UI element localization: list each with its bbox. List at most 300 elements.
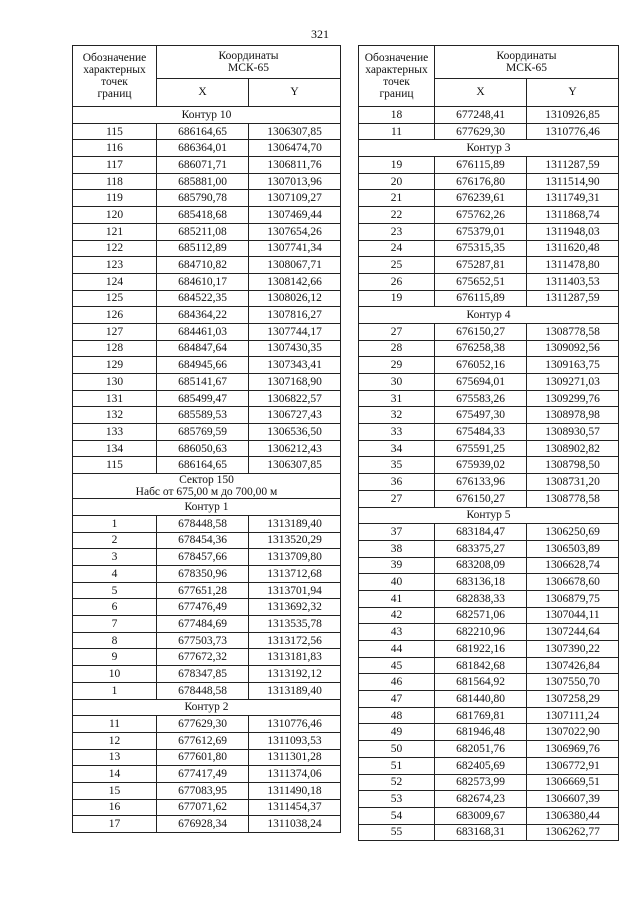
table-row <box>73 682 341 699</box>
y-coordinate-cell: 1307111,24 <box>527 707 619 724</box>
point-number-cell: 55 <box>359 824 435 841</box>
y-coordinate-cell: 1307550,70 <box>527 674 619 691</box>
point-number-cell: 30 <box>359 374 435 391</box>
x-coordinate-cell: 684945,66 <box>157 357 249 374</box>
point-number-cell: 123 <box>73 257 157 274</box>
table-row <box>359 590 619 607</box>
section-title: Контур 10 <box>73 107 341 124</box>
point-number-cell: 9 <box>73 649 157 666</box>
y-coordinate-cell: 1311514,90 <box>527 173 619 190</box>
table-row <box>73 357 341 374</box>
point-number-cell: 134 <box>73 440 157 457</box>
table-row <box>359 791 619 808</box>
y-coordinate-cell: 1307744,17 <box>249 323 341 340</box>
y-coordinate-cell: 1310926,85 <box>527 107 619 124</box>
x-coordinate-cell: 676052,16 <box>435 357 527 374</box>
point-number-cell: 25 <box>359 257 435 274</box>
y-coordinate-cell: 1307430,35 <box>249 340 341 357</box>
table-row <box>73 273 341 290</box>
point-number-cell: 14 <box>73 766 157 783</box>
y-coordinate-cell: 1313189,40 <box>249 682 341 699</box>
table-row <box>359 440 619 457</box>
x-coordinate-cell: 683184,47 <box>435 524 527 541</box>
table-row <box>359 607 619 624</box>
y-coordinate-cell: 1307013,96 <box>249 173 341 190</box>
y-coordinate-cell: 1306678,60 <box>527 574 619 591</box>
x-coordinate-cell: 675583,26 <box>435 390 527 407</box>
x-coordinate-cell: 675694,01 <box>435 374 527 391</box>
x-coordinate-cell: 677083,95 <box>157 782 249 799</box>
table-row <box>359 824 619 841</box>
point-number-cell: 45 <box>359 657 435 674</box>
y-coordinate-cell: 1313520,29 <box>249 532 341 549</box>
table-row <box>73 140 341 157</box>
table-row <box>73 223 341 240</box>
table-row <box>73 424 341 441</box>
table-row <box>73 323 341 340</box>
y-coordinate-cell: 1311478,80 <box>527 257 619 274</box>
table-row <box>73 716 341 733</box>
section-header-row <box>359 140 619 157</box>
page-number: 321 <box>311 27 329 41</box>
point-number-cell: 117 <box>73 157 157 174</box>
x-coordinate-cell: 677629,30 <box>157 716 249 733</box>
y-coordinate-cell: 1308930,57 <box>527 424 619 441</box>
table-row <box>359 540 619 557</box>
y-coordinate-cell: 1313701,94 <box>249 582 341 599</box>
x-coordinate-cell: 683136,18 <box>435 574 527 591</box>
point-number-cell: 132 <box>73 407 157 424</box>
point-number-cell: 42 <box>359 607 435 624</box>
table-row <box>359 490 619 507</box>
y-coordinate-cell: 1306772,91 <box>527 757 619 774</box>
table-row <box>73 123 341 140</box>
point-number-cell: 32 <box>359 407 435 424</box>
point-number-cell: 22 <box>359 207 435 224</box>
y-coordinate-cell: 1311454,37 <box>249 799 341 816</box>
y-coordinate-cell: 1311287,59 <box>527 157 619 174</box>
x-coordinate-cell: 676928,34 <box>157 816 249 833</box>
y-coordinate-cell: 1308778,58 <box>527 490 619 507</box>
point-number-cell: 52 <box>359 774 435 791</box>
point-number-cell: 1 <box>73 515 157 532</box>
x-coordinate-cell: 678350,96 <box>157 566 249 583</box>
y-coordinate-cell: 1309092,56 <box>527 340 619 357</box>
table-row <box>73 407 341 424</box>
x-coordinate-cell: 686050,63 <box>157 440 249 457</box>
x-coordinate-cell: 686364,01 <box>157 140 249 157</box>
point-number-cell: 19 <box>359 157 435 174</box>
x-coordinate-cell: 681922,16 <box>435 641 527 658</box>
y-coordinate-cell: 1307343,41 <box>249 357 341 374</box>
y-coordinate-cell: 1306536,50 <box>249 424 341 441</box>
table-row <box>73 290 341 307</box>
x-coordinate-cell: 678448,58 <box>157 515 249 532</box>
y-coordinate-cell: 1306811,76 <box>249 157 341 174</box>
x-coordinate-cell: 686164,65 <box>157 457 249 474</box>
x-coordinate-cell: 684610,17 <box>157 273 249 290</box>
table-row <box>359 123 619 140</box>
table-row <box>73 732 341 749</box>
point-number-cell: 54 <box>359 807 435 824</box>
table-row <box>73 515 341 532</box>
table-row <box>73 766 341 783</box>
table-row <box>359 157 619 174</box>
table-row <box>359 741 619 758</box>
y-coordinate-cell: 1306307,85 <box>249 123 341 140</box>
table-row <box>359 557 619 574</box>
point-number-cell: 15 <box>73 782 157 799</box>
table-row <box>73 257 341 274</box>
point-number-cell: 20 <box>359 173 435 190</box>
y-coordinate-cell: 1313535,78 <box>249 616 341 633</box>
point-number-cell: 40 <box>359 574 435 591</box>
point-number-cell: 115 <box>73 457 157 474</box>
y-coordinate-cell: 1306503,89 <box>527 540 619 557</box>
table-row <box>359 674 619 691</box>
table-row <box>73 307 341 324</box>
table-row <box>73 457 341 474</box>
y-column-header: Y <box>249 79 341 107</box>
table-row <box>73 666 341 683</box>
point-number-cell: 125 <box>73 290 157 307</box>
table-row <box>73 440 341 457</box>
point-number-cell: 35 <box>359 457 435 474</box>
point-number-cell: 26 <box>359 273 435 290</box>
point-number-cell: 16 <box>73 799 157 816</box>
point-number-cell: 131 <box>73 390 157 407</box>
x-coordinate-cell: 677601,80 <box>157 749 249 766</box>
x-coordinate-cell: 675652,51 <box>435 273 527 290</box>
y-coordinate-cell: 1307654,26 <box>249 223 341 240</box>
y-coordinate-cell: 1307390,22 <box>527 641 619 658</box>
x-column-header: X <box>435 79 527 107</box>
point-number-cell: 128 <box>73 340 157 357</box>
point-number-cell: 27 <box>359 490 435 507</box>
x-coordinate-cell: 684364,22 <box>157 307 249 324</box>
point-number-cell: 43 <box>359 624 435 641</box>
y-coordinate-cell: 1307469,44 <box>249 207 341 224</box>
x-coordinate-cell: 682210,96 <box>435 624 527 641</box>
point-number-cell: 5 <box>73 582 157 599</box>
table-row <box>359 290 619 307</box>
table-row <box>359 407 619 424</box>
y-column-header: Y <box>527 79 619 107</box>
point-number-cell: 36 <box>359 474 435 491</box>
y-coordinate-cell: 1311301,28 <box>249 749 341 766</box>
point-number-cell: 31 <box>359 390 435 407</box>
point-number-cell: 48 <box>359 707 435 724</box>
y-coordinate-cell: 1308026,12 <box>249 290 341 307</box>
x-coordinate-cell: 686071,71 <box>157 157 249 174</box>
y-coordinate-cell: 1306307,85 <box>249 457 341 474</box>
coordinates-table-right <box>358 45 619 841</box>
point-number-cell: 41 <box>359 590 435 607</box>
y-coordinate-cell: 1307258,29 <box>527 691 619 708</box>
table-row <box>359 323 619 340</box>
point-number-cell: 27 <box>359 323 435 340</box>
table-row <box>359 357 619 374</box>
table-row <box>73 632 341 649</box>
y-coordinate-cell: 1309299,76 <box>527 390 619 407</box>
x-coordinate-cell: 682571,06 <box>435 607 527 624</box>
x-coordinate-cell: 676150,27 <box>435 323 527 340</box>
point-number-cell: 126 <box>73 307 157 324</box>
table-row <box>359 641 619 658</box>
y-coordinate-cell: 1313172,56 <box>249 632 341 649</box>
x-coordinate-cell: 677476,49 <box>157 599 249 616</box>
x-coordinate-cell: 675484,33 <box>435 424 527 441</box>
y-coordinate-cell: 1311287,59 <box>527 290 619 307</box>
x-coordinate-cell: 684522,35 <box>157 290 249 307</box>
table-row <box>359 424 619 441</box>
point-number-cell: 121 <box>73 223 157 240</box>
table-row <box>73 566 341 583</box>
x-coordinate-cell: 677651,28 <box>157 582 249 599</box>
y-coordinate-cell: 1308778,58 <box>527 323 619 340</box>
point-number-cell: 53 <box>359 791 435 808</box>
y-coordinate-cell: 1308902,82 <box>527 440 619 457</box>
y-coordinate-cell: 1306822,57 <box>249 390 341 407</box>
y-coordinate-cell: 1306474,70 <box>249 140 341 157</box>
y-coordinate-cell: 1306250,69 <box>527 524 619 541</box>
point-number-cell: 4 <box>73 566 157 583</box>
table-row <box>359 807 619 824</box>
x-coordinate-cell: 681842,68 <box>435 657 527 674</box>
x-coordinate-cell: 677612,69 <box>157 732 249 749</box>
x-coordinate-cell: 675497,30 <box>435 407 527 424</box>
x-coordinate-cell: 682573,99 <box>435 774 527 791</box>
x-coordinate-cell: 682405,69 <box>435 757 527 774</box>
table-row <box>73 782 341 799</box>
y-coordinate-cell: 1306669,51 <box>527 774 619 791</box>
table-row <box>359 707 619 724</box>
x-coordinate-cell: 681564,92 <box>435 674 527 691</box>
x-coordinate-cell: 682051,76 <box>435 741 527 758</box>
y-coordinate-cell: 1306628,74 <box>527 557 619 574</box>
y-coordinate-cell: 1307816,27 <box>249 307 341 324</box>
point-number-cell: 124 <box>73 273 157 290</box>
y-coordinate-cell: 1311403,53 <box>527 273 619 290</box>
table-row <box>73 616 341 633</box>
x-coordinate-cell: 685211,08 <box>157 223 249 240</box>
table-row <box>359 390 619 407</box>
coordinates-header: Координаты МСК-65 <box>435 46 619 79</box>
x-coordinate-cell: 675315,35 <box>435 240 527 257</box>
y-coordinate-cell: 1307741,34 <box>249 240 341 257</box>
point-number-cell: 19 <box>359 290 435 307</box>
x-coordinate-cell: 683168,31 <box>435 824 527 841</box>
x-coordinate-cell: 682838,33 <box>435 590 527 607</box>
y-coordinate-cell: 1313692,32 <box>249 599 341 616</box>
table-row <box>73 207 341 224</box>
x-coordinate-cell: 685141,67 <box>157 374 249 391</box>
coordinates-header: Координаты МСК-65 <box>157 46 341 79</box>
table-row <box>73 799 341 816</box>
point-number-cell: 120 <box>73 207 157 224</box>
point-number-cell: 18 <box>359 107 435 124</box>
table-row <box>359 257 619 274</box>
table-row <box>359 207 619 224</box>
point-number-cell: 8 <box>73 632 157 649</box>
x-coordinate-cell: 677503,73 <box>157 632 249 649</box>
point-number-cell: 37 <box>359 524 435 541</box>
section-title: Сектор 150 Набс от 675,00 м до 700,00 м <box>73 474 341 499</box>
x-coordinate-cell: 683375,27 <box>435 540 527 557</box>
x-coordinate-cell: 677629,30 <box>435 123 527 140</box>
coordinates-table-left <box>72 45 341 833</box>
section-header-row <box>73 499 341 516</box>
x-coordinate-cell: 676133,96 <box>435 474 527 491</box>
y-coordinate-cell: 1310776,46 <box>527 123 619 140</box>
y-coordinate-cell: 1313189,40 <box>249 515 341 532</box>
table-row <box>359 273 619 290</box>
x-coordinate-cell: 678448,58 <box>157 682 249 699</box>
point-number-cell: 29 <box>359 357 435 374</box>
table-row <box>359 474 619 491</box>
point-number-cell: 51 <box>359 757 435 774</box>
y-coordinate-cell: 1310776,46 <box>249 716 341 733</box>
x-coordinate-cell: 676258,38 <box>435 340 527 357</box>
point-number-cell: 46 <box>359 674 435 691</box>
y-coordinate-cell: 1311093,53 <box>249 732 341 749</box>
y-coordinate-cell: 1311038,24 <box>249 816 341 833</box>
point-number-cell: 17 <box>73 816 157 833</box>
point-number-cell: 33 <box>359 424 435 441</box>
point-number-cell: 38 <box>359 540 435 557</box>
section-header-row <box>73 699 341 716</box>
x-coordinate-cell: 676115,89 <box>435 290 527 307</box>
table-row <box>359 724 619 741</box>
y-coordinate-cell: 1313709,80 <box>249 549 341 566</box>
table-row <box>359 574 619 591</box>
point-number-cell: 12 <box>73 732 157 749</box>
table-row <box>73 374 341 391</box>
section-title: Контур 2 <box>73 699 341 716</box>
y-coordinate-cell: 1313712,68 <box>249 566 341 583</box>
y-coordinate-cell: 1313181,83 <box>249 649 341 666</box>
table-row <box>73 390 341 407</box>
y-coordinate-cell: 1307168,90 <box>249 374 341 391</box>
table-row <box>73 816 341 833</box>
point-number-cell: 130 <box>73 374 157 391</box>
table-row <box>73 340 341 357</box>
table-row <box>73 173 341 190</box>
y-coordinate-cell: 1308067,71 <box>249 257 341 274</box>
y-coordinate-cell: 1309271,03 <box>527 374 619 391</box>
table-row <box>359 691 619 708</box>
x-coordinate-cell: 677484,69 <box>157 616 249 633</box>
y-coordinate-cell: 1308731,20 <box>527 474 619 491</box>
point-number-cell: 2 <box>73 532 157 549</box>
table-row <box>359 190 619 207</box>
point-number-cell: 24 <box>359 240 435 257</box>
x-coordinate-cell: 675939,02 <box>435 457 527 474</box>
x-coordinate-cell: 677071,62 <box>157 799 249 816</box>
x-coordinate-cell: 685589,53 <box>157 407 249 424</box>
x-coordinate-cell: 678457,66 <box>157 549 249 566</box>
point-number-cell: 127 <box>73 323 157 340</box>
table-row <box>359 774 619 791</box>
x-coordinate-cell: 675591,25 <box>435 440 527 457</box>
point-number-cell: 34 <box>359 440 435 457</box>
point-number-cell: 21 <box>359 190 435 207</box>
y-coordinate-cell: 1308978,98 <box>527 407 619 424</box>
y-coordinate-cell: 1306879,75 <box>527 590 619 607</box>
x-coordinate-cell: 685881,00 <box>157 173 249 190</box>
point-number-cell: 10 <box>73 666 157 683</box>
x-coordinate-cell: 677417,49 <box>157 766 249 783</box>
x-coordinate-cell: 684461,03 <box>157 323 249 340</box>
x-coordinate-cell: 684710,82 <box>157 257 249 274</box>
y-coordinate-cell: 1311490,18 <box>249 782 341 799</box>
x-coordinate-cell: 676150,27 <box>435 490 527 507</box>
x-coordinate-cell: 675287,81 <box>435 257 527 274</box>
point-number-cell: 3 <box>73 549 157 566</box>
x-coordinate-cell: 677672,32 <box>157 649 249 666</box>
section-header-row <box>359 307 619 324</box>
x-coordinate-cell: 676115,89 <box>435 157 527 174</box>
table-row <box>359 107 619 124</box>
table-row <box>73 649 341 666</box>
x-coordinate-cell: 678347,85 <box>157 666 249 683</box>
table-row <box>359 340 619 357</box>
point-number-cell: 133 <box>73 424 157 441</box>
y-coordinate-cell: 1311749,31 <box>527 190 619 207</box>
y-coordinate-cell: 1311948,03 <box>527 223 619 240</box>
section-title: Контур 4 <box>359 307 619 324</box>
x-coordinate-cell: 675379,01 <box>435 223 527 240</box>
table-row <box>73 582 341 599</box>
x-coordinate-cell: 686164,65 <box>157 123 249 140</box>
table-row <box>73 240 341 257</box>
y-coordinate-cell: 1311868,74 <box>527 207 619 224</box>
point-number-cell: 7 <box>73 616 157 633</box>
x-coordinate-cell: 685769,59 <box>157 424 249 441</box>
x-column-header: X <box>157 79 249 107</box>
y-coordinate-cell: 1311374,06 <box>249 766 341 783</box>
point-number-cell: 39 <box>359 557 435 574</box>
table-row <box>359 624 619 641</box>
x-coordinate-cell: 681769,81 <box>435 707 527 724</box>
point-number-cell: 49 <box>359 724 435 741</box>
point-number-cell: 6 <box>73 599 157 616</box>
table-row <box>73 532 341 549</box>
y-coordinate-cell: 1307244,64 <box>527 624 619 641</box>
point-number-cell: 50 <box>359 741 435 758</box>
y-coordinate-cell: 1307109,27 <box>249 190 341 207</box>
y-coordinate-cell: 1308798,50 <box>527 457 619 474</box>
point-number-cell: 28 <box>359 340 435 357</box>
point-number-cell: 129 <box>73 357 157 374</box>
y-coordinate-cell: 1306969,76 <box>527 741 619 758</box>
section-header-row <box>73 107 341 124</box>
x-coordinate-cell: 677248,41 <box>435 107 527 124</box>
y-coordinate-cell: 1306262,77 <box>527 824 619 841</box>
y-coordinate-cell: 1306727,43 <box>249 407 341 424</box>
x-coordinate-cell: 683009,67 <box>435 807 527 824</box>
x-coordinate-cell: 675762,26 <box>435 207 527 224</box>
table-row <box>359 173 619 190</box>
point-number-cell: 13 <box>73 749 157 766</box>
x-coordinate-cell: 682674,23 <box>435 791 527 808</box>
y-coordinate-cell: 1309163,75 <box>527 357 619 374</box>
point-number-cell: 47 <box>359 691 435 708</box>
y-coordinate-cell: 1307022,90 <box>527 724 619 741</box>
point-number-cell: 119 <box>73 190 157 207</box>
section-title: Контур 5 <box>359 507 619 524</box>
table-row <box>73 749 341 766</box>
